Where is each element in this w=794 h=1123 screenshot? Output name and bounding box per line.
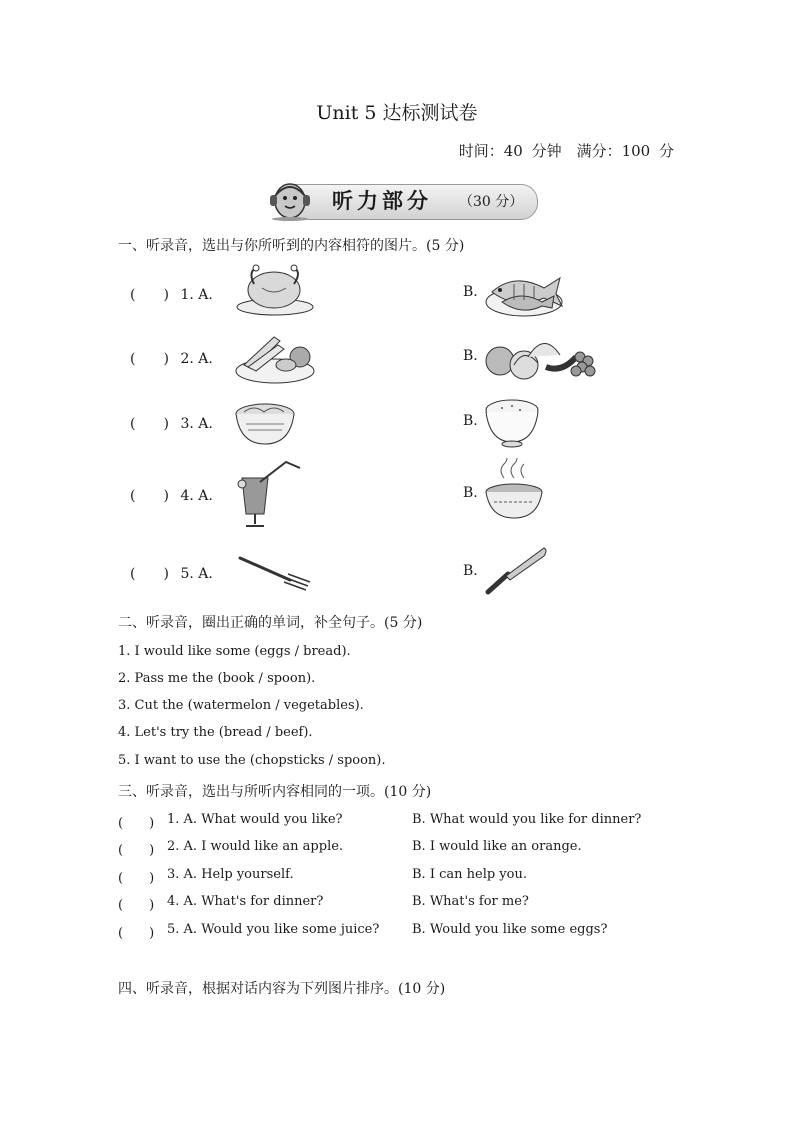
sentence-line: 1. I would like some (eggs / bread).	[118, 644, 351, 659]
option-b-label: B.	[463, 413, 478, 429]
option-b: B. I can help you.	[412, 867, 527, 882]
answer-paren: ( )	[118, 926, 155, 941]
option-b-label: B.	[463, 348, 478, 364]
exam-meta: 时间：40 分钟 满分：100 分	[458, 142, 674, 160]
question-number: 2. A.	[180, 351, 213, 367]
part4-heading: 四、听录音，根据对话内容为下列图片排序。(10 分)	[118, 981, 446, 997]
soup-bowl-icon	[484, 458, 544, 524]
option-b: B. What would you like for dinner?	[412, 812, 642, 827]
part3-heading: 三、听录音，选出与所听内容相同的一项。(10 分)	[118, 784, 432, 800]
question-number: 3. A.	[180, 416, 213, 432]
question-row	[130, 485, 213, 505]
sentence-line: 4. Let's try the (bread / beef).	[118, 725, 313, 740]
option-a: 2. A. I would like an apple.	[167, 839, 344, 854]
option-b: B. What's for me?	[412, 894, 529, 909]
noodle-bowl-icon	[234, 396, 296, 448]
banner-score: （30 分）	[459, 194, 524, 210]
answer-paren: ( )	[118, 816, 155, 831]
headphone-mascot-icon	[256, 176, 322, 222]
answer-paren: ( )	[118, 898, 155, 913]
question-number: 4. A.	[180, 488, 213, 504]
page-title: Unit 5 达标测试卷	[316, 102, 478, 124]
option-b-label: B.	[463, 563, 478, 579]
option-a: 5. A. Would you like some juice?	[167, 922, 380, 937]
food-plate-icon	[234, 327, 316, 385]
question-row	[130, 413, 213, 433]
question-row	[130, 563, 213, 583]
answer-paren: ( )	[130, 416, 169, 432]
answer-paren: ( )	[130, 351, 169, 367]
roast-chicken-icon	[234, 262, 316, 318]
listening-banner	[256, 176, 538, 222]
option-a: 3. A. Help yourself.	[167, 867, 294, 882]
part2-heading: 二、听录音，圈出正确的单词，补全句子。(5 分)	[118, 615, 423, 631]
rice-bowl-icon	[484, 396, 540, 448]
fish-plate-icon	[484, 262, 564, 320]
question-number: 1. A.	[180, 287, 213, 303]
question-number: 5. A.	[180, 566, 213, 582]
part1-heading: 一、听录音，选出与你所听到的内容相符的图片。(5 分)	[118, 238, 465, 254]
knife-icon	[484, 540, 550, 598]
option-b-label: B.	[463, 485, 478, 501]
question-row	[130, 284, 213, 304]
sentence-line: 3. Cut the (watermelon / vegetables).	[118, 698, 364, 713]
option-b-label: B.	[463, 284, 478, 300]
option-b: B. I would like an orange.	[412, 839, 582, 854]
answer-paren: ( )	[130, 488, 169, 504]
option-b: B. Would you like some eggs?	[412, 922, 608, 937]
answer-paren: ( )	[118, 843, 155, 858]
answer-paren: ( )	[118, 871, 155, 886]
answer-paren: ( )	[130, 287, 169, 303]
sentence-line: 2. Pass me the (book / spoon).	[118, 671, 316, 686]
option-a: 1. A. What would you like?	[167, 812, 343, 827]
fruit-pile-icon	[484, 327, 598, 385]
banner-title: 听力部分	[332, 189, 432, 213]
option-a: 4. A. What's for dinner?	[167, 894, 324, 909]
question-row	[130, 348, 213, 368]
fork-icon	[234, 540, 314, 598]
juice-glass-icon	[234, 458, 304, 530]
sentence-line: 5. I want to use the (chopsticks / spoon).	[118, 753, 386, 768]
answer-paren: ( )	[130, 566, 169, 582]
